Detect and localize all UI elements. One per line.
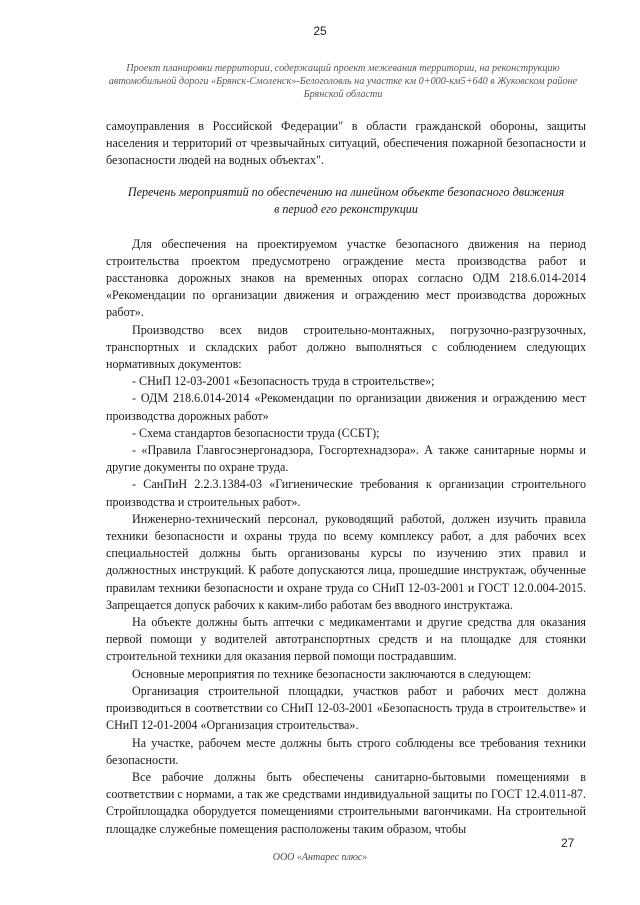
paragraph: самоуправления в Российской Федерации" в области гражданской обороны, защиты населения и территорий от чрезвычайных ситуаций, обеспечения пожарной безопасности и безопасности людей на водных объектах". — [106, 119, 586, 168]
paragraph: На участке, рабочем месте должны быть строго соблюдены все требования техники безопасности. — [106, 735, 586, 767]
paragraph: Производство всех видов строительно-монтажных, погрузочно-разгрузочных, транспортных и складских работ должно выполняться с соблюдением следующих нормативных документов: — [106, 322, 586, 372]
paragraph: Организация строительной площадки, участков работ и рабочих мест должна производиться в соответствии со СНиП 12-03-2001 «Безопасность труда в строительстве» и СНиП 12-01-2004 «Организация строительства». — [106, 683, 586, 733]
document-body — [106, 118, 586, 838]
paragraph: Основные мероприятия по технике безопасности заключаются в следующем: — [132, 666, 532, 681]
page-number-top: 25 — [313, 24, 327, 38]
paragraph: Для обеспечения на проектируемом участке безопасного движения на период строительства проектом предусмотрено ограждение места производства работ и расстановка дорожных знаков на временных опорах согласно ОДМ 218.6.014-2014 «Рекомендации по организации движения и ограждению мест производства дорожных работ». — [106, 236, 586, 320]
paragraph: На объекте должны быть аптечки с медикаментами и другие средства для оказания первой помощи у водителей автотранспортных средств и на площадке для стоянки строительной техники для оказания первой помощи пострадавшим. — [106, 615, 586, 664]
list-item: - «Правила Главгосэнергонадзора, Госгортехнадзора». А также санитарные нормы и другие документы по охране труда. — [106, 443, 586, 475]
document-header — [100, 62, 586, 101]
list-item: - ОДМ 218.6.014-2014 «Рекомендации по организации движения и ограждению мест производства дорожных работ» — [106, 391, 586, 423]
section-title-line-1: Перечень мероприятий по обеспечению на линейном объекте безопасного движения — [127, 184, 565, 199]
section-title-line-2: в период его реконструкции — [274, 201, 418, 216]
paragraph: Все рабочие должны быть обеспечены санитарно-бытовыми помещениями в соответствии с нормами, а так же средствами индивидуальной защиты по ГОСТ 12.4.011-87. Стройплощадка оборудуется помещениями строительными вагончиками. На строительной площадке служебные помещения расположены таким образом, чтобы — [106, 769, 586, 836]
footer-company: ООО «Антарес плюс» — [272, 852, 368, 863]
section-title — [106, 184, 586, 218]
page-number-bottom: 27 — [561, 836, 575, 850]
header-line-2: автомобильной дороги «Брянск-Смоленск»-Белоголовль на участке км 0+000-км5+640 в Жуковском районе — [108, 76, 578, 87]
list-item: - Схема стандартов безопасности труда (ССБТ); — [132, 425, 380, 440]
header-line-1: Проект планировки территории, содержащий проект межевания территории, на реконструкцию — [126, 63, 560, 74]
paragraph: Инженерно-технический персонал, руководящий работой, должен изучить правила техники безопасности и охраны труда по всему комплексу работ, а для рабочих всех специальностей должны быть организованы курсы по изучению этих правил и должностных инструкций. К работе допускаются лица, прошедшие инструктаж, обученные правилам техники безопасности и охране труда со СНиП 12-03-2001 и ГОСТ 12.0.004-2015. Запрещается допуск рабочих к каким-либо работам без вводного инструктажа. — [106, 511, 586, 612]
list-item: - СНиП 12-03-2001 «Безопасность труда в строительстве»; — [132, 374, 435, 389]
header-line-3: Брянской области — [303, 89, 383, 100]
list-item: - СанПиН 2.2.3.1384-03 «Гигиенические требования к организации строительного производства и строительных работ». — [106, 477, 586, 509]
